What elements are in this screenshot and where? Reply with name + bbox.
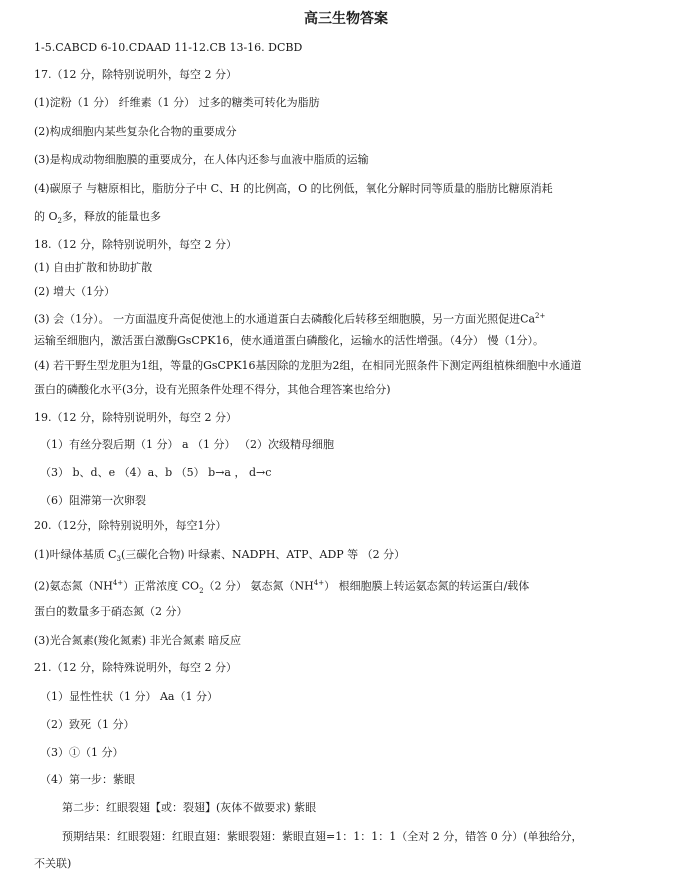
q20-answer-2 (34, 576, 529, 599)
q18-answer-4: (4) 若干野生型龙胆为1组，等量的GsCPK16基因除的龙胆为2组，在相同光照条件下测定两组植株细胞中水通道 (34, 359, 582, 372)
q21-answer-3: （3）①（1 分） (40, 746, 124, 759)
q19-answer-6: （6）阻滞第一次卵裂 (40, 494, 146, 507)
q21-expected-result: 预期结果：红眼裂翅：红眼直翅：紫眼裂翅：紫眼直翅=1：1：1：1（全对 2 分，错答 0 分）(单独给分， (62, 830, 583, 843)
q20-a1-post: (三碳化合物) 叶绿素、NADPH、ATP、ADP 等 （2 分） (120, 548, 406, 561)
q17-a4b-pre: 的 O (34, 210, 58, 223)
q20-answer-1 (34, 547, 405, 567)
q18-answer-3-cont: 运输至细胞内，激活蛋白激酶GsCPK16，使水通道蛋白磷酸化，运输水的活性增强。（4分） 慢（1分）。 (34, 334, 544, 347)
q18-answer-4-cont: 蛋白的磷酸化水平(3分，设有光照条件处理不得分，其他合理答案也给分) (34, 383, 391, 396)
q20-a2-part1: (2)氨态氮（NH (34, 579, 113, 593)
o2-subscript: 2 (57, 217, 62, 226)
q20-heading: 20.（12分，除特别说明外，每空1分） (34, 519, 227, 532)
q19-heading: 19.（12 分，除特别说明外，每空 2 分） (34, 411, 237, 424)
q18-answer-1: (1) 自由扩散和协助扩散 (34, 261, 153, 274)
q21-answer-1: （1）显性性状（1 分） Aa（1 分） (40, 690, 218, 703)
ca-superscript: 2+ (535, 312, 546, 320)
q21-step-2: 第二步：红眼裂翅【或：裂翅】(灰体不做要求) 紫眼 (62, 801, 317, 814)
q20-answer-3: (3)光合氮素(羧化氮素) 非光合氮素 暗反应 (34, 634, 242, 647)
q19-answer-3: （3） b、d、e （4）a、b （5） b→a ， d→c (40, 466, 272, 479)
choice-answers: 1-5.CABCD 6-10.CDAAD 11-12.CB 13-16. DCBD (34, 41, 303, 54)
q20-a2-part4: ） 根细胞膜上转运氨态氮的转运蛋白/载体 (324, 579, 530, 593)
q20-a2-part3: （2 分） 氨态氮（NH (203, 579, 314, 593)
q17-answer-2: (2)构成细胞内某些复杂化合物的重要成分 (34, 125, 237, 138)
nh4-superscript-1: 4+ (112, 579, 124, 587)
q17-a4b-post: 多，释放的能量也多 (61, 210, 161, 223)
q18-answer-3 (34, 309, 545, 327)
q17-answer-1: (1)淀粉（1 分） 纤维素（1 分） 过多的糖类可转化为脂肪 (34, 96, 320, 109)
q21-answer-4: （4）第一步：紫眼 (40, 773, 135, 786)
q18-a3-text: (3) 会（1分）。 一方面温度升高促使池上的水通道蛋白去磷酸化后转移至细胞膜，另一方面光照促进Ca (34, 312, 536, 326)
page-title: 高三生物答案 (304, 11, 388, 27)
q20-a2-part2: ）正常浓度 CO (123, 579, 200, 593)
c3-subscript: 3 (116, 555, 121, 564)
q21-expected-result-cont: 不关联) (34, 857, 72, 870)
q20-a1-pre: (1)叶绿体基质 C (34, 548, 117, 561)
q17-answer-4-cont (34, 209, 161, 229)
nh4-superscript-2: 4+ (313, 579, 325, 587)
co2-subscript: 2 (199, 586, 204, 595)
q17-heading: 17.（12 分，除特别说明外，每空 2 分） (34, 68, 237, 81)
q17-answer-4: (4)碳原子 与糖原相比，脂肪分子中 C、H 的比例高，O 的比例低，氧化分解时同等质量的脂肪比糖原消耗 (34, 182, 553, 195)
q18-answer-2: (2) 增大（1分） (34, 285, 116, 298)
q18-heading: 18.（12 分，除特别说明外，每空 2 分） (34, 238, 237, 251)
q17-answer-3: (3)是构成动物细胞膜的重要成分，在人体内还参与血液中脂质的运输 (34, 153, 369, 166)
q20-answer-2-cont: 蛋白的数量多于硝态氮（2 分） (34, 605, 188, 618)
q19-answer-1: （1）有丝分裂后期（1 分） a （1 分） （2）次级精母细胞 (40, 438, 335, 451)
q21-heading: 21.（12 分，除特殊说明外，每空 2 分） (34, 661, 237, 674)
q21-answer-2: （2）致死（1 分） (40, 718, 135, 731)
